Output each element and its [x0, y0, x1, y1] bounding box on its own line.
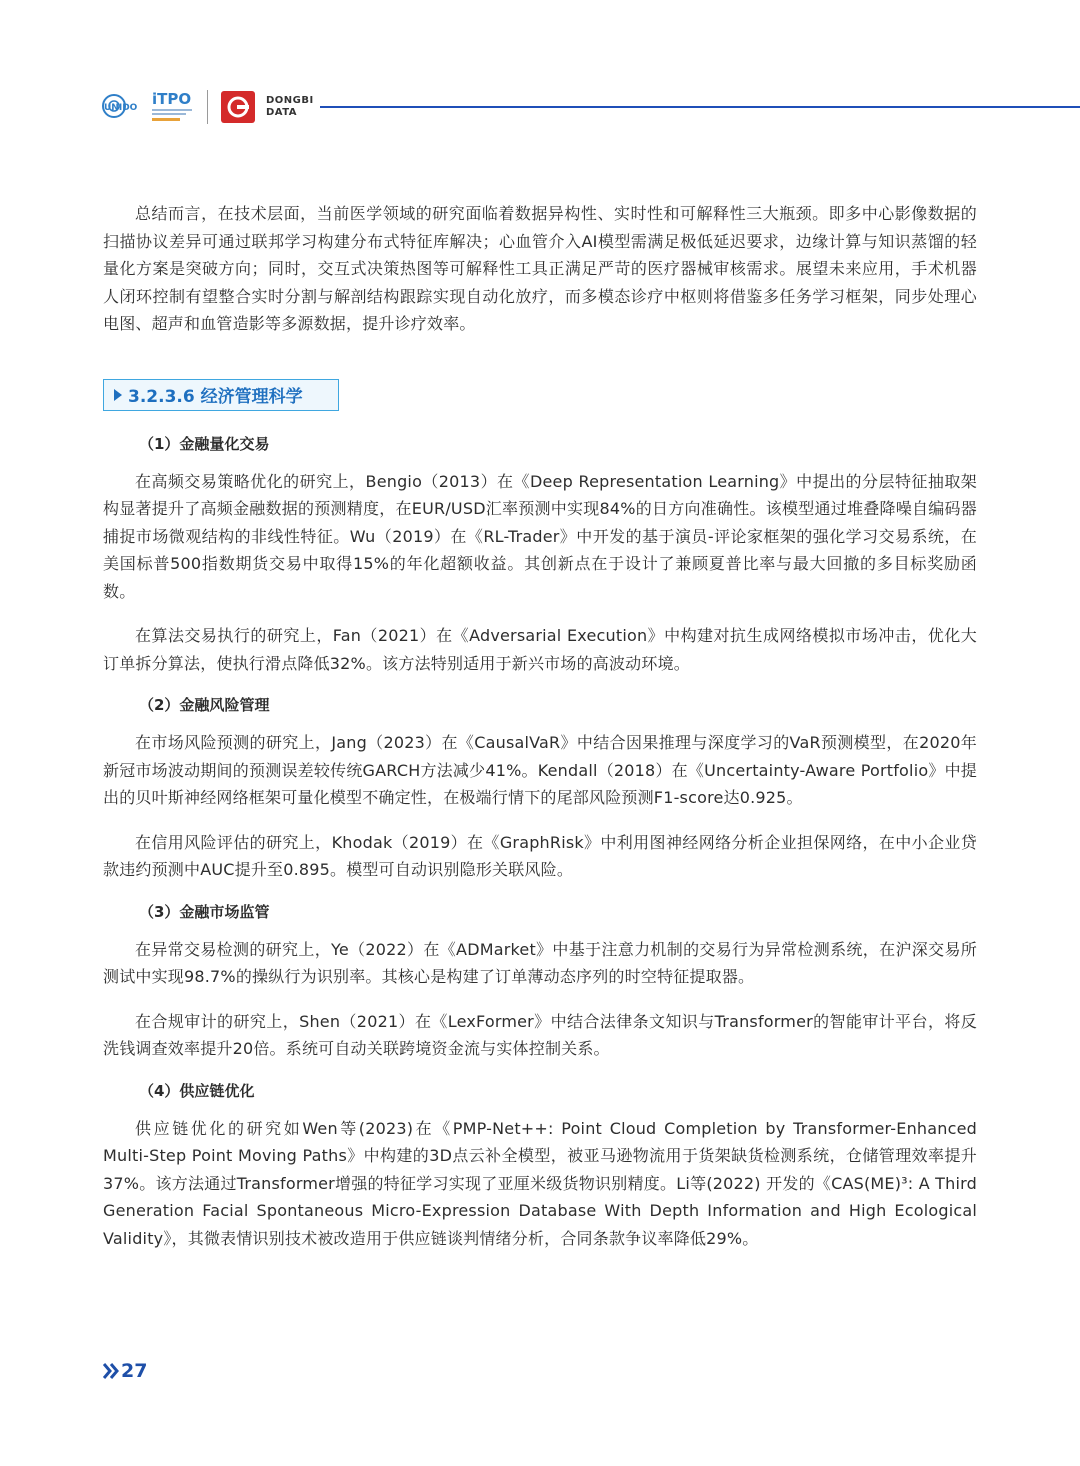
subsection-heading: （4）供应链优化 — [139, 1081, 255, 1100]
double-chevron-icon — [103, 1362, 119, 1380]
subsection-heading: （1）金融量化交易 — [139, 434, 270, 453]
itpo-logo — [152, 88, 198, 128]
paragraph: 在算法交易执行的研究上，Fan（2021）在《Adversarial Execution》中构建对抗生成网络模拟市场冲击，优化大订单拆分算法，使执行滑点降低32%。该方法特别适用于新兴市场的高波动环境。 — [103, 626, 977, 673]
page-content — [103, 200, 977, 1269]
unido-logo — [102, 88, 146, 124]
triangle-icon — [114, 389, 122, 401]
intro-paragraph: 总结而言，在技术层面，当前医学领域的研究面临着数据异构性、实时性和可解释性三大瓶颈。即多中心影像数据的扫描协议差异可通过联邦学习构建分布式特征库解决；心血管介入AI模型需满足极低延迟要求，边缘计算与知识蒸馏的轻量化方案是突破方向；同时，交互式决策热图等可解释性工具正满足严苛的医疗器械审核需求。展望未来应用，手术机器人闭环控制有望整合实时分割与解剖结构跟踪实现自动化放疗，而多模态诊疗中枢则将借鉴多任务学习框架，同步处理心电图、超声和血管造影等多源数据，提升诊疗效率。 — [103, 204, 977, 333]
svg-text:iTPO: iTPO — [152, 90, 192, 108]
header-rule — [320, 106, 1080, 108]
paragraph: 供应链优化的研究如Wen等(2023)在《PMP-Net++: Point Cloud Completion by Transformer-Enhanced Multi-Step Point Moving Paths》中构建的3D点云补全模型，被亚马逊物流用于货架缺货检测系统，仓储管理效率提升37%。该方法通过Transformer增强的特征学习实现了亚厘米级货物识别精度。Li等(2022) 开发的《CAS(ME)³: A Third Generation Facial Spontaneous Micro-Expression Database With Depth Information and High Ecological Validity》，其微表情识别技术被改造用于供应链谈判情绪分析，合同条款争议率降低29%。 — [103, 1118, 977, 1248]
paragraph: 在合规审计的研究上，Shen（2021）在《LexFormer》中结合法律条文知识与Transformer的智能审计平台，将反洗钱调查效率提升20倍。系统可自动关联跨境资金流与实体控制关系。 — [103, 1011, 977, 1058]
svg-text:UNIDO: UNIDO — [104, 103, 138, 113]
page-header — [0, 0, 1080, 150]
subsection-heading: （3）金融市场监管 — [139, 902, 270, 921]
subsection-heading: （2）金融风险管理 — [139, 696, 270, 714]
section-heading — [103, 379, 339, 411]
page-footer — [103, 1360, 147, 1382]
logo-divider — [207, 90, 208, 124]
paragraph: 在异常交易检测的研究上，Ye（2022）在《ADMarket》中基于注意力机制的交易行为异常检测系统，在沪深交易所测试中实现98.7%的操纵行为识别率。其核心是构建了订单薄动态序列的时空特征提取器。 — [103, 939, 977, 986]
dongbi-logo — [220, 90, 256, 124]
paragraph: 在信用风险评估的研究上，Khodak（2019）在《GraphRisk》中利用图神经网络分析企业担保网络，在中小企业贷款违约预测中AUC提升至0.895。模型可自动识别隐形关联风险。 — [103, 832, 977, 879]
section-heading-text: 3.2.3.6 经济管理科学 — [128, 387, 303, 407]
paragraph: 在高频交易策略优化的研究上，Bengio（2013）在《Deep Representation Learning》中提出的分层特征抽取架构显著提升了高频金融数据的预测精度，在EUR/USD汇率预测中实现84%的日方向准确性。该模型通过堆叠降噪自编码器捕捉市场微观结构的非线性特征。Wu（2019）在《RL-Trader》中开发的基于演员-评论家框架的强化学习交易系统，在美国标普500指数期货交易中取得15%的年化超额收益。其创新点在于设计了兼顾夏普比率与最大回撤的多目标奖励函数。 — [103, 471, 977, 601]
paragraph: 在市场风险预测的研究上，Jang（2023）在《CausalVaR》中结合因果推理与深度学习的VaR预测模型，在2020年新冠市场波动期间的预测误差较传统GARCH方法减少41%。Kendall（2018）在《Uncertainty-Aware Portfolio》中提出的贝叶斯神经网络框架可量化模型不确定性，在极端行情下的尾部风险预测F1-score达0.925。 — [103, 733, 977, 807]
dongbi-wordmark: DONGBI DATA — [266, 95, 314, 118]
page-number: 27 — [121, 1360, 148, 1382]
